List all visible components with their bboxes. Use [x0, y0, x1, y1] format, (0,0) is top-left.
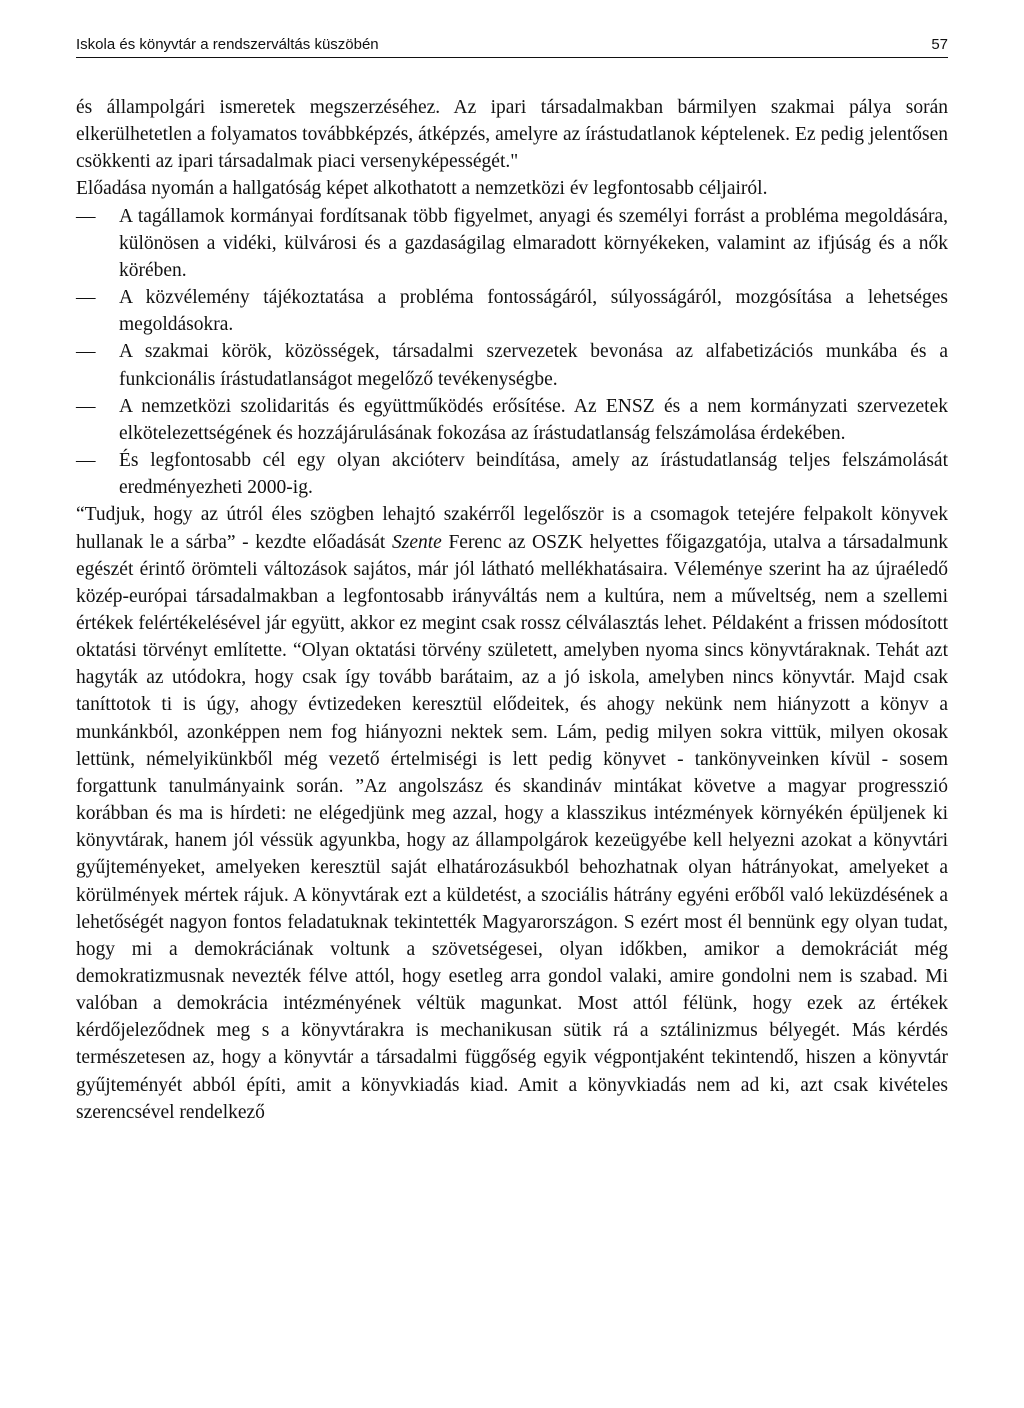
dash-marker: —: [76, 450, 96, 472]
body-text: [76, 94, 948, 1126]
list-item: [76, 393, 948, 447]
dash-marker: —: [76, 205, 96, 227]
list-item-text: A tagállamok kormányai fordítsanak több figyelmet, anyagi és személyi forrást a probléma megoldására, különösen a vidéki, külvárosi és a gazdaságilag elmaradott környékeken, valamint az ifjúság és a nők körében.: [119, 205, 948, 281]
speaker-surname: Szente: [391, 531, 442, 553]
page-number: 57: [931, 36, 948, 53]
main-text-rest: Ferenc az OSZK helyettes főigazgatója, utalva a társadalmunk egészét érintő örömteli változások sajátos, már jól látható mellékhatásaira. Véleménye szerint ha az újraéledő közép-európai társadalmakban a legfontosabb irányváltás nem a kultúra, nem a műveltség, nem a szellemi értékek felértékelésével jár együtt, akkor ez megint csak rossz célválasztás lehet. Példaként a frissen módosított oktatási törvényt említette. “Olyan oktatási törvény született, amelyben nyoma sincs könyvtáraknak. Tehát azt hagyták az utódokra, hogy csak így tovább barátaim, az a jó iskola, amelyben nincs könyvtár. Majd csak taníttotok ti is úgy, ahogy évtizedeken keresztül elődeitek, és ahogy nekünk nem hiányzott a könyv a munkánkból, azonképpen nem fog hiányozni nektek sem. Lám, pedig milyen sokra vittük, milyen okosak lettünk, némelyikünkből még vezető értelmiségi is lett pedig könyvet - tankönyveinken kívül - sosem forgattunk tanulmányaink során. ”Az angolszász és skandináv mintákat követve a magyar progresszió korábban és ma is hírdeti: ne elégedjünk meg azzal, hogy a klasszikus intézmények környékén épüljenek ki könyvtárak, hanem jól véssük agyunkba, hogy az állampolgárok kezeügyébe kell helyezni azokat a könyvtári gyűjteményeket, amelyeken keresztül saját elhatározásukból behozhatnak olyan hátrányokat, amelyeket a körülmények mértek rájuk. A könyvtárak ezt a küldetést, a szociális hátrány egyéni erőből való leküzdésének a lehetőségét nagyon fontos feladatuknak tekintették Magyarországon. S ezért most él bennünk egy olyan tudat, hogy mi a demokráciának voltunk a szövetségesei, olyan időkben, amikor a demokráciát még demokratizmusnak nevezték félve attól, hogy esetleg arra gondol valaki, amire gondolni nem is szabad. Mi valóban a demokrácia intézményének véltük magunkat. Most attól félünk, hogy ezek az értékek kérdőjeleződnek meg s a könyvtárakra is mechanikusan sütik rá a sztálinizmus bélyegét. Más kérdés természetesen az, hogy a könyvtár a társadalmi függőség egyik végpontjaként tekintendő, hiszen a könyvtár gyűjteményét abból építi, amit a könyvkiadás kiad. Amit a könyvkiadás nem ad ki, azt csak kivételes szerencsével rendelkező: [76, 531, 949, 1123]
running-title: Iskola és könyvtár a rendszerváltás küszöbén: [76, 36, 379, 53]
list-item-text: A közvélemény tájékoztatása a probléma fontosságáról, súlyosságáról, mozgósítása a lehetséges megoldásokra.: [119, 287, 948, 336]
list-item: [76, 338, 948, 392]
main-text-start: “Tudjuk, hogy az útról éles szögben lehajtó szakérről legelőször is a csomagok tetejére felpakolt könyvek hullanak le a sárba” - kezdte előadását: [76, 504, 948, 553]
list-item-text: A szakmai körök, közösségek, társadalmi szervezetek bevonása az alfabetizációs munkába és a funkcionális írástudatlanságot megelőző tevékenységbe.: [119, 341, 948, 390]
dash-marker: —: [76, 341, 96, 363]
list-item: [76, 284, 948, 338]
running-header: [76, 33, 948, 58]
lead-paragraph: Előadása nyomán a hallgatóság képet alkothatott a nemzetközi év legfontosabb céljairól.: [76, 178, 768, 200]
intro-paragraph: és állampolgári ismeretek megszerzéséhez. Az ipari társadalmakban bármilyen szakmai pálya során elkerülhetetlen a folyamatos továbbképzés, átképzés, amelyre az írástudatlanok képtelenek. Ez pedig jelentősen csökkenti az ipari társadalmak piaci versenyképességét.": [76, 97, 948, 173]
list-item-text: És legfontosabb cél egy olyan akcióterv beindítása, amely az írástudatlanság teljes felszámolását eredményezheti 2000-ig.: [119, 450, 948, 499]
list-item: [76, 203, 948, 284]
dash-marker: —: [76, 287, 96, 309]
dash-marker: —: [76, 395, 96, 417]
main-paragraph: [76, 501, 948, 1126]
list-item-text: A nemzetközi szolidaritás és együttműködés erősítése. Az ENSZ és a nem kormányzati szervezetek elkötelezettségének és hozzájárulásának fokozása az írástudatlanság felszámolása érdekében.: [119, 395, 948, 444]
list-item: [76, 447, 948, 501]
